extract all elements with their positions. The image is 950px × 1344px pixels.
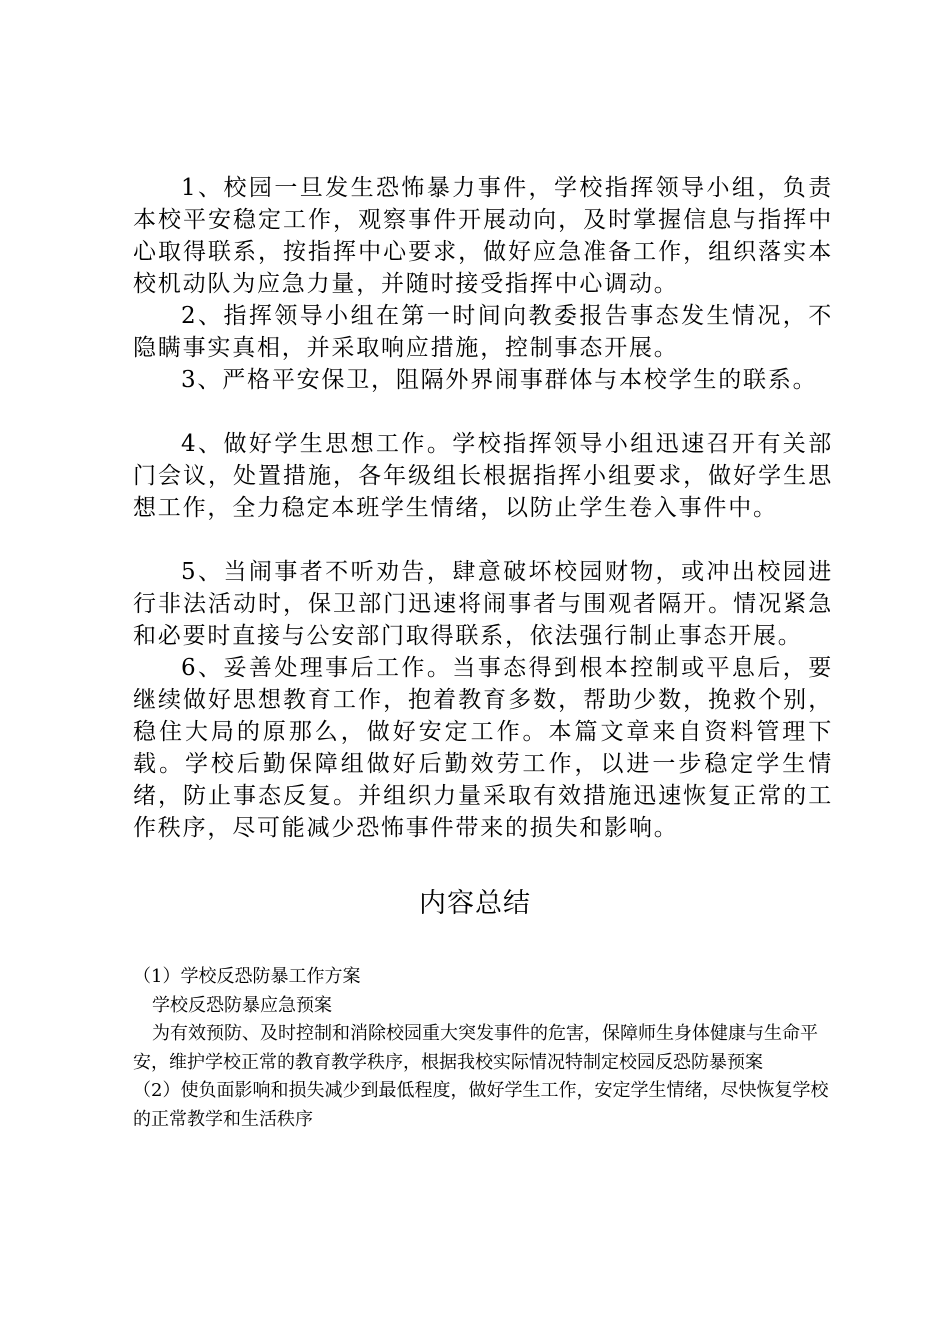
paragraph-2: 2、指挥领导小组在第一时间向教委报告事态发生情况，不隐瞒事实真相，并采取响应措施，控制事态开展。 (133, 303, 833, 361)
summary-section (133, 963, 833, 1134)
summary-item-2: （2）使负面影响和损失减少到最低程度，做好学生工作，安定学生情绪，尽快恢复学校的正常教学和生活秩序 (133, 1080, 829, 1130)
summary-item-1-subtitle: 学校反恐防暴应急预案 (152, 994, 332, 1016)
summary-title: 内容总结 (419, 888, 531, 919)
paragraph-3: 3、严格平安保卫，阻隔外界闹事群体与本校学生的联系。 (181, 367, 818, 393)
summary-item-1-heading: （1）学校反恐防暴工作方案 (133, 966, 361, 987)
summary-item-1-body: 为有效预防、及时控制和消除校园重大突发事件的危害，保障师生身体健康与生命平安，维护学校正常的教育教学秩序，根据我校实际情况特制定校园反恐防暴预案 (133, 1023, 818, 1073)
main-body-text (133, 172, 833, 844)
paragraph-4: 4、做好学生思想工作。学校指挥领导小组迅速召开有关部门会议，处置措施，各年级组长根据指挥小组要求，做好学生思想工作，全力稳定本班学生情绪，以防止学生卷入事件中。 (133, 431, 833, 521)
paragraph-1: 1、校园一旦发生恐怖暴力事件，学校指挥领导小组，负责本校平安稳定工作，观察事件开展动向，及时掌握信息与指挥中心取得联系，按指挥中心要求，做好应急准备工作，组织落实本校机动队为应急力量，并随时接受指挥中心调动。 (133, 175, 833, 297)
paragraph-6: 6、妥善处理事后工作。当事态得到根本控制或平息后，要继续做好思想教育工作，抱着教育多数，帮助少数，挽救个别，稳住大局的原那么，做好安定工作。本篇文章来自资料管理下载。学校后勤保障组做好后勤效劳工作，以进一步稳定学生情绪，防止事态反复。并组织力量采取有效措施迅速恢复正常的工作秩序，尽可能减少恐怖事件带来的损失和影响。 (133, 655, 833, 841)
paragraph-5: 5、当闹事者不听劝告，肆意破坏校园财物，或冲出校园进行非法活动时，保卫部门迅速将闹事者与围观者隔开。情况紧急和必要时直接与公安部门取得联系，依法强行制止事态开展。 (133, 559, 833, 649)
